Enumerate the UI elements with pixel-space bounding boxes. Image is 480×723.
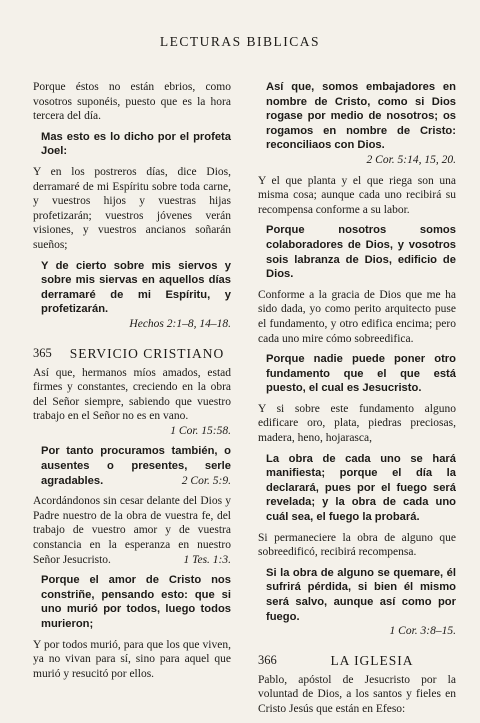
page-header: LECTURAS BIBLICAS <box>159 34 321 49</box>
scripture-reference: Hechos 2:1–8, 14–18. <box>129 317 231 330</box>
response-paragraph: Porque nosotros somos colaboradores de Dios, y vosotros sois labranza de Dios, edificio de Dios. <box>266 224 456 281</box>
right-column <box>258 80 456 723</box>
response-paragraph: Porque nadie puede poner otro fundamento que el que está puesto, el cual es Jesucristo. <box>266 353 456 395</box>
reading-paragraph: Y si sobre este fundamento alguno edificare oro, plata, piedras preciosas, madera, heno, hojarasca, <box>258 402 456 445</box>
section-title: SERVICIO CRISTIANO <box>69 345 225 361</box>
left-column <box>33 80 231 687</box>
response-text: Y de cierto sobre mis siervos y sobre mis siervas en aquellos días derramaré de mi Espíritu, y profetizarán. <box>41 259 231 316</box>
section-heading <box>258 653 456 669</box>
reading-paragraph: Porque éstos no están ebrios, como vosotros suponéis, puesto que es la hora tercera del día. <box>33 81 231 123</box>
reading-paragraph: Y por todos murió, para que los que viven, ya no vivan para sí, sino para aquel que murió y resucitó por ellos. <box>33 638 231 680</box>
reading-paragraph: Conforme a la gracia de Dios que me ha sido dada, yo como perito arquitecto puse el fundamento, y otro edifica encima; pero cada uno mire cómo sobreedifica. <box>258 288 456 345</box>
reading-paragraph: Si permaneciere la obra de alguno que sobreedificó, recibirá recompensa. <box>258 531 456 559</box>
response-paragraph: Porque el amor de Cristo nos constriñe, pensando esto: que si uno murió por todos, luego todos murieron; <box>41 574 231 630</box>
reading-text: Acordándonos sin cesar delante del Dios y Padre nuestro de la obra de vuestra fe, del trabajo de vuestro amor y de vuestra constancia en la esperanza en nuestro Señor Jesucristo. <box>33 495 231 566</box>
section-title: LA IGLESIA <box>330 652 414 668</box>
reading-paragraph: Y el que planta y el que riega son una misma cosa; aunque cada uno recibirá su recompensa conforme a su labor. <box>258 174 456 216</box>
reading-paragraph: Y en los postreros días, dice Dios, derramaré de mi Espíritu sobre toda carne, y vuestros hijos y vuestras hijas profetizarán; vuestros jóvenes verán visiones, y vuestros ancianos soñarán sueños; <box>33 165 231 251</box>
scripture-reference: 1 Cor. 15:58. <box>170 424 231 437</box>
reading-paragraph: Pablo, apóstol de Jesucristo por la voluntad de Dios, a los santos y fieles en Cristo Jesús que están en Efeso: <box>258 673 456 715</box>
response-paragraph: Así que, somos embajadores en nombre de Cristo, como si Dios rogase por medio de nosotros; os rogamos en nombre de Cristo: reconciliaos con Dios. <box>266 81 456 152</box>
scripture-reference: 2 Cor. 5:9. <box>181 474 231 487</box>
section-number: 365 <box>33 345 52 360</box>
response-paragraph: La obra de cada uno se hará manifiesta; porque el día la declarará, pues por el fuego será revelada; y la obra de cada uno cuál sea, el fuego la probará. <box>266 452 456 524</box>
reading-text: Así que, hermanos míos amados, estad firmes y constantes, creciendo en la obra del Señor siempre, sabiendo que vuestro trabajo en el Señor no es en vano. <box>33 366 231 423</box>
reading-paragraph <box>33 366 231 439</box>
response-paragraph: Si la obra de alguno se quemare, él sufrirá pérdida, si bien él mismo será salvo, aunque así como por fuego. <box>266 566 456 623</box>
response-paragraph: Mas esto es lo dicho por el profeta Joel: <box>41 130 231 158</box>
response-text: Por tanto procuramos también, o ausentes o presentes, serle agradables. <box>41 445 231 487</box>
scripture-reference: 1 Tes. 1:3. <box>183 553 231 566</box>
reading-paragraph <box>33 494 231 567</box>
scripture-reference: 1 Cor. 3:8–15. <box>389 625 456 638</box>
response-paragraph <box>41 259 231 317</box>
scripture-reference: 2 Cor. 5:14, 15, 20. <box>366 153 456 166</box>
section-number: 366 <box>258 652 277 667</box>
section-heading <box>33 346 231 362</box>
response-paragraph <box>41 444 231 488</box>
